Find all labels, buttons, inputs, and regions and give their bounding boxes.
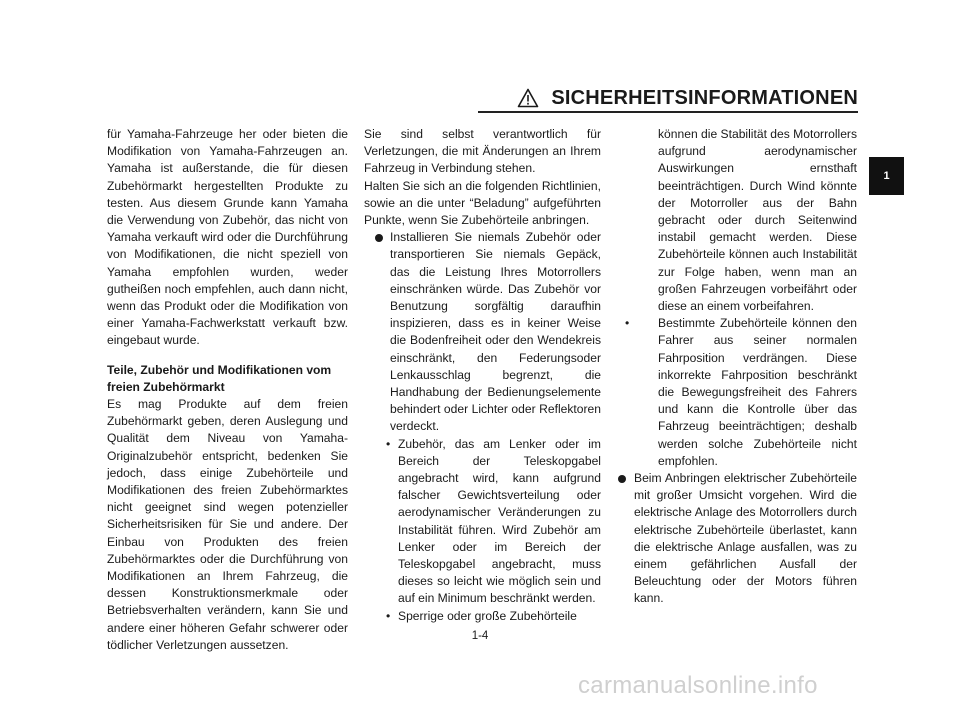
bullet-marker: • (386, 436, 391, 451)
column-1 (107, 126, 348, 654)
paragraph: Sie sind selbst verantwortlich für Verletzungen, die mit Änderungen an Ihrem Fahrzeug in Verbindung stehen. (364, 127, 601, 176)
sub-list-item-text: Zubehör, das am Lenker oder im Bereich der Teleskopgabel angebracht wird, kann aufgrund falscher Gewichtsverteilung oder aerodynamischer Veränderungen zu Instabilität führen. Wird Zubehör am Lenker oder im Bereich der Teleskopgabel angebracht, muss dieses so leicht wie möglich sein und auf ein Minimum beschränkt werden. (398, 436, 601, 606)
list-item (364, 229, 601, 435)
sub-list-item (618, 315, 857, 470)
bullet-icon (618, 475, 626, 483)
header-rule (478, 111, 858, 113)
subheading: Teile, Zubehör und Modifikationen vom freien Zubehörmarkt (107, 362, 332, 394)
list-item (618, 470, 857, 608)
paragraph: Es mag Produkte auf dem freien Zubehörmarkt geben, deren Auslegung und Qualität dem Niveau von Yamaha-Originalzubehör entspricht, bedenken Sie jedoch, dass einige Zubehörteile und Modifikationen des freien Zubehörmarktes nicht geeignet sind wegen potenzieller Sicherheitsrisiken für Sie und andere. Der Einbau von Produkten des freien Zubehörmarktes oder die Durchführung von Modifikationen an Ihrem Fahrzeug, die dessen Konstruktionsmerkmale oder Betriebsverhalten verändern, kann Sie und andere einer höheren Gefahr schwerer oder tödlicher Verletzungen aussetzen. (107, 397, 348, 652)
paragraph: für Yamaha-Fahrzeuge her oder bieten die Modifikation von Yamaha-Fahrzeugen an. Yamaha ist außerstande, die für diesen Zubehörmarkt hergestellten Produkte zu testen. Aus diesem Grunde kann Yamaha die Verwendung von Zubehör, das nicht von Yamaha verkauft wird oder die Durchführung von Modifikationen, die nicht speziell von Yamaha empfohlen wurden, weder gutheißen noch empfehlen, auch dann nicht, wenn das Produkt oder die Modifikation von einer Yamaha-Fachwerkstatt verkauft bzw. eingebaut wurde. (107, 127, 348, 348)
sub-list-item (364, 608, 601, 625)
bullet-marker: • (625, 316, 630, 331)
paragraph: Halten Sie sich an die folgenden Richtlinien, sowie an die unter “Beladung” aufgeführten Punkte, wenn Sie Zubehörteile anbringen. (364, 178, 601, 228)
sub-list-item (364, 436, 601, 608)
continued-text: können die Stabilität des Motorrollers aufgrund aerodynamischer Auswirkungen ernsthaft beeinträchtigen. Durch Wind könnte der Motorroller aus der Bahn gebracht oder durch Seitenwind instabil gemacht werden. Diese Zubehörteile können auch Instabilität zur Folge haben, wenn man an großen Fahrzeugen vorbeifährt oder diese an einem vorbeifahren. (658, 127, 857, 314)
bullet-icon (375, 234, 383, 242)
sub-list-item-text: Sperrige oder große Zubehörteile (398, 608, 577, 623)
column-3 (618, 126, 857, 608)
section-header (478, 86, 858, 110)
sub-list-item-text: Bestimmte Zubehörteile können den Fahrer aus seiner normalen Fahrposition verdrängen. Diese inkorrekte Fahrposition beschränkt die Bewegungsfreiheit des Fahrers und kann die Kontrolle über das Fahrzeug beeinträchtigen; deshalb werden solche Zubehörteile nicht empfohlen. (658, 316, 857, 468)
bullet-marker: • (386, 608, 391, 623)
list-item-text: Installieren Sie niemals Zubehör oder transportieren Sie niemals Gepäck, das die Leistung Ihres Motorrollers einschränken würde. Das Zubehör vor Benutzung sorgfältig daraufhin inspizieren, dass es in keiner Weise die Bodenfreiheit oder den Wendekreis einschränkt, den Federungsoder Lenkausschlag begrenzt, die Handhabung der Bedienungselemente behindert oder Lichter oder Reflektoren verdeckt. (390, 230, 601, 434)
page-number: 1-4 (471, 630, 489, 642)
chapter-tab: 1 (869, 157, 904, 195)
column-2 (364, 126, 601, 625)
section-title: SICHERHEITSINFORMATIONEN (551, 86, 858, 109)
warning-triangle-icon (517, 88, 539, 108)
list-item-text: Beim Anbringen elektrischer Zubehörteile mit großer Umsicht vorgehen. Wird die elektrische Anlage des Motorrollers durch elektrische Zubehörteile überlastet, kann die elektrische Anlage ausfallen, was zu einem gefährlichen Ausfall der Beleuchtung oder der Motors führen kann. (634, 471, 857, 606)
watermark: carmanualsonline.info (578, 672, 818, 699)
